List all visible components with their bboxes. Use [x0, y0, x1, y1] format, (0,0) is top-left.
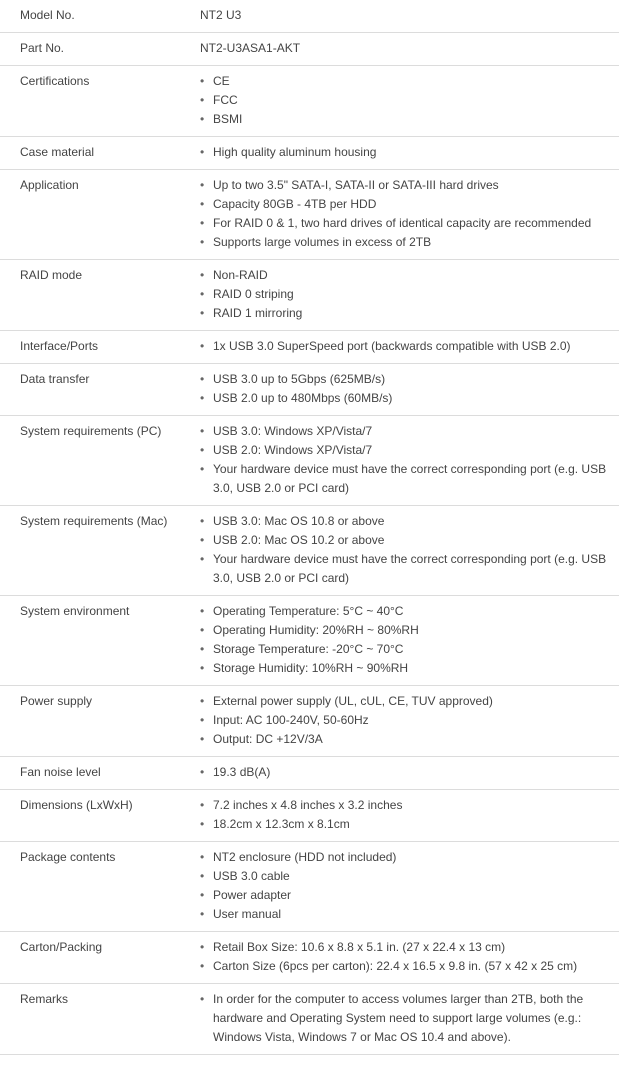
spec-bullet-list [200, 796, 619, 834]
spec-row [0, 757, 619, 790]
spec-row [0, 790, 619, 842]
spec-bullet-item: • Input: AC 100-240V, 50-60Hz [200, 711, 619, 730]
spec-value-cell [200, 416, 619, 506]
spec-value-cell [200, 66, 619, 137]
spec-label: Remarks [0, 984, 200, 1055]
spec-row [0, 932, 619, 984]
spec-bullet-item: • 18.2cm x 12.3cm x 8.1cm [200, 815, 619, 834]
spec-label: Data transfer [0, 364, 200, 416]
spec-bullet-list [200, 763, 619, 782]
spec-bullet-item: • USB 3.0 cable [200, 867, 619, 886]
spec-row [0, 842, 619, 932]
spec-row [0, 416, 619, 506]
spec-bullet-list [200, 692, 619, 749]
spec-label: System requirements (PC) [0, 416, 200, 506]
spec-value-cell [200, 0, 619, 33]
spec-bullet-item: • USB 3.0: Mac OS 10.8 or above [200, 512, 619, 531]
spec-value-cell [200, 790, 619, 842]
spec-bullet-item: • BSMI [200, 110, 619, 129]
spec-label: Part No. [0, 33, 200, 66]
spec-row [0, 331, 619, 364]
spec-bullet-item: • In order for the computer to access volumes larger than 2TB, both the hardware and Operating System need to support large volumes (e.g.: Windows Vista, Windows 7 or Mac OS 10.4 and above). [200, 990, 619, 1047]
spec-bullet-list [200, 266, 619, 323]
spec-row [0, 33, 619, 66]
spec-bullet-item: • Operating Temperature: 5°C ~ 40°C [200, 602, 619, 621]
spec-bullet-list [200, 848, 619, 924]
spec-bullet-item: • 1x USB 3.0 SuperSpeed port (backwards compatible with USB 2.0) [200, 337, 619, 356]
spec-bullet-item: • High quality aluminum housing [200, 143, 619, 162]
spec-value-cell [200, 757, 619, 790]
spec-bullet-item: • For RAID 0 & 1, two hard drives of identical capacity are recommended [200, 214, 619, 233]
spec-bullet-item: • USB 2.0: Mac OS 10.2 or above [200, 531, 619, 550]
spec-label: Power supply [0, 686, 200, 757]
spec-bullet-item: • Retail Box Size: 10.6 x 8.8 x 5.1 in. (27 x 22.4 x 13 cm) [200, 938, 619, 957]
spec-bullet-item: • Capacity 80GB - 4TB per HDD [200, 195, 619, 214]
spec-label: System requirements (Mac) [0, 506, 200, 596]
spec-label: Certifications [0, 66, 200, 137]
spec-bullet-item: • USB 3.0 up to 5Gbps (625MB/s) [200, 370, 619, 389]
spec-bullet-item: • Your hardware device must have the correct corresponding port (e.g. USB 3.0, USB 2.0 or PCI card) [200, 460, 619, 498]
spec-label: Dimensions (LxWxH) [0, 790, 200, 842]
spec-bullet-item: • Output: DC +12V/3A [200, 730, 619, 749]
spec-row [0, 364, 619, 416]
spec-bullet-list [200, 143, 619, 162]
spec-row [0, 686, 619, 757]
spec-bullet-list [200, 422, 619, 498]
spec-value-cell [200, 260, 619, 331]
spec-bullet-item: • Up to two 3.5" SATA-I, SATA-II or SATA-III hard drives [200, 176, 619, 195]
spec-bullet-item: • RAID 1 mirroring [200, 304, 619, 323]
spec-bullet-list [200, 72, 619, 129]
spec-bullet-item: • USB 2.0 up to 480Mbps (60MB/s) [200, 389, 619, 408]
spec-bullet-item: • Carton Size (6pcs per carton): 22.4 x 16.5 x 9.8 in. (57 x 42 x 25 cm) [200, 957, 619, 976]
spec-value-cell [200, 506, 619, 596]
spec-bullet-item: • User manual [200, 905, 619, 924]
spec-value-cell [200, 170, 619, 260]
spec-bullet-item: • NT2 enclosure (HDD not included) [200, 848, 619, 867]
spec-label: Package contents [0, 842, 200, 932]
spec-bullet-item: • Power adapter [200, 886, 619, 905]
spec-label: RAID mode [0, 260, 200, 331]
spec-bullet-list [200, 176, 619, 252]
spec-bullet-list [200, 337, 619, 356]
spec-row [0, 984, 619, 1055]
spec-row [0, 66, 619, 137]
spec-bullet-item: • FCC [200, 91, 619, 110]
spec-bullet-list [200, 512, 619, 588]
spec-bullet-list [200, 370, 619, 408]
spec-bullet-list [200, 990, 619, 1047]
spec-value-cell [200, 596, 619, 686]
spec-label: Fan noise level [0, 757, 200, 790]
spec-row [0, 137, 619, 170]
spec-bullet-item: • Storage Humidity: 10%RH ~ 90%RH [200, 659, 619, 678]
spec-label: Case material [0, 137, 200, 170]
spec-bullet-item: • External power supply (UL, cUL, CE, TUV approved) [200, 692, 619, 711]
spec-row [0, 596, 619, 686]
spec-value-cell [200, 137, 619, 170]
spec-value-cell [200, 331, 619, 364]
spec-row [0, 170, 619, 260]
spec-bullet-item: • USB 2.0: Windows XP/Vista/7 [200, 441, 619, 460]
spec-label: Carton/Packing [0, 932, 200, 984]
spec-bullet-item: • Storage Temperature: -20°C ~ 70°C [200, 640, 619, 659]
spec-bullet-item: • USB 3.0: Windows XP/Vista/7 [200, 422, 619, 441]
spec-label: System environment [0, 596, 200, 686]
spec-bullet-list [200, 602, 619, 678]
spec-bullet-list [200, 938, 619, 976]
spec-row [0, 0, 619, 33]
spec-row [0, 506, 619, 596]
spec-value-cell [200, 33, 619, 66]
spec-value-cell [200, 364, 619, 416]
spec-value-cell [200, 686, 619, 757]
spec-bullet-item: • Non-RAID [200, 266, 619, 285]
spec-label: Model No. [0, 0, 200, 33]
spec-row [0, 260, 619, 331]
spec-bullet-item: • 7.2 inches x 4.8 inches x 3.2 inches [200, 796, 619, 815]
spec-bullet-item: • 19.3 dB(A) [200, 763, 619, 782]
spec-value-cell [200, 842, 619, 932]
spec-value: NT2-U3ASA1-AKT [200, 41, 301, 55]
spec-value-cell [200, 932, 619, 984]
spec-bullet-item: • CE [200, 72, 619, 91]
spec-label: Application [0, 170, 200, 260]
spec-bullet-item: • Supports large volumes in excess of 2TB [200, 233, 619, 252]
spec-label: Interface/Ports [0, 331, 200, 364]
spec-bullet-item: • Your hardware device must have the correct corresponding port (e.g. USB 3.0, USB 2.0 or PCI card) [200, 550, 619, 588]
spec-bullet-item: • RAID 0 striping [200, 285, 619, 304]
spec-bullet-item: • Operating Humidity: 20%RH ~ 80%RH [200, 621, 619, 640]
spec-value: NT2 U3 [200, 8, 242, 22]
spec-value-cell [200, 984, 619, 1055]
